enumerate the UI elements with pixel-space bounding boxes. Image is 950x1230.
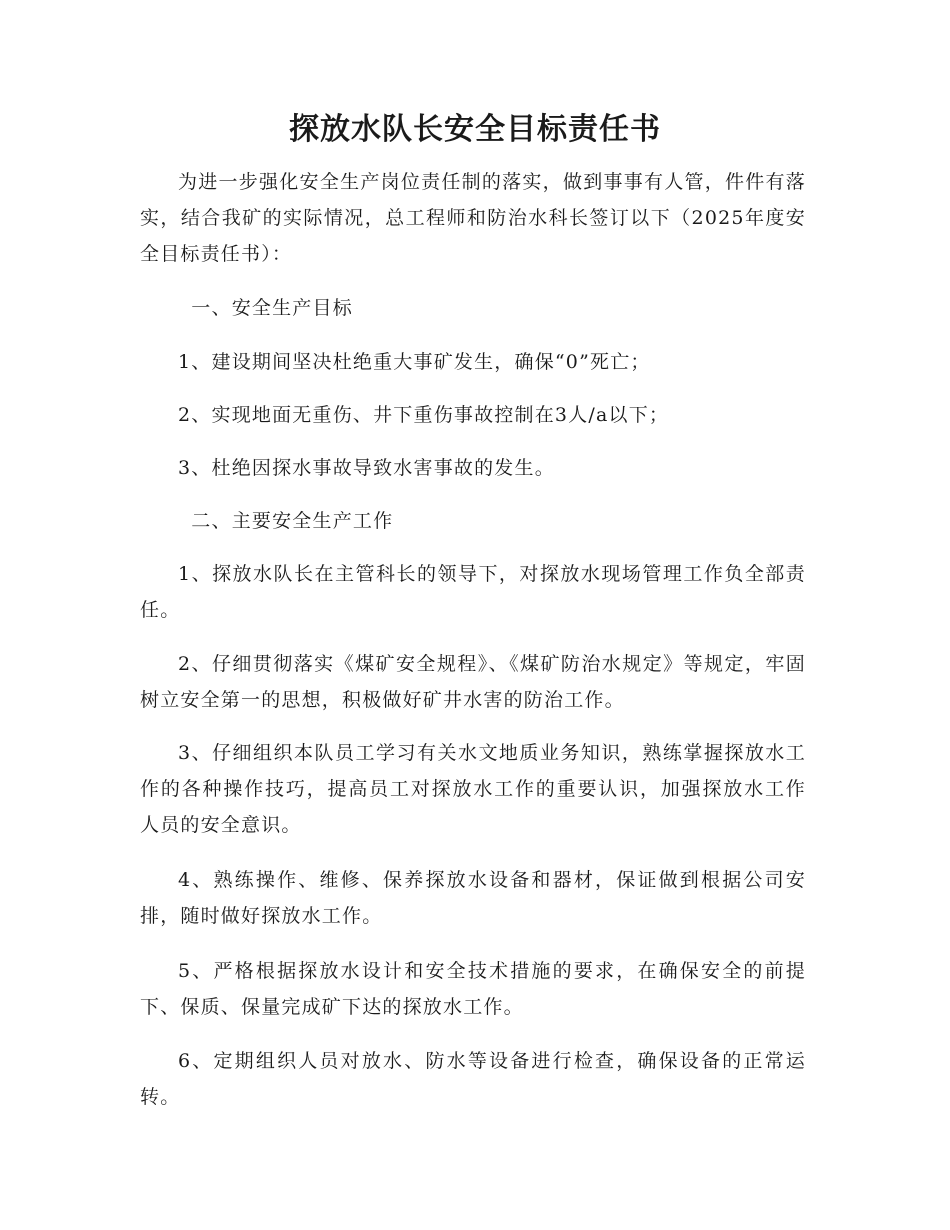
intro-paragraph: 为进一步强化安全生产岗位责任制的落实，做到事事有人管，件件有落实，结合我矿的实际情况，总工程师和防治水科长签订以下（2025年度安全目标责任书）：	[140, 171, 806, 265]
work-item: 2、仔细贯彻落实《煤矿安全规程》、《煤矿防治水规定》等规定，牢固树立安全第一的思想，积极做好矿井水害的防治工作。	[140, 653, 806, 711]
work-item: 4、熟练操作、维修、保养探放水设备和器材，保证做到根据公司安排，随时做好探放水工作。	[140, 869, 806, 927]
work-item: 3、仔细组织本队员工学习有关水文地质业务知识，熟练掌握探放水工作的各种操作技巧，提高员工对探放水工作的重要认识，加强探放水工作人员的安全意识。	[140, 742, 806, 836]
work-item: 5、严格根据探放水设计和安全技术措施的要求，在确保安全的前提下、保质、保量完成矿下达的探放水工作。	[140, 960, 806, 1018]
document-title: 探放水队长安全目标责任书	[289, 112, 661, 147]
section-heading-main-work: 二、主要安全生产工作	[191, 510, 394, 532]
goal-item: 3、杜绝因探水事故导致水害事故的发生。	[178, 457, 555, 479]
work-item: 6、定期组织人员对放水、防水等设备进行检查，确保设备的正常运转。	[140, 1050, 806, 1108]
goal-item: 2、实现地面无重伤、井下重伤事故控制在3人/a以下；	[178, 404, 670, 426]
work-item: 1、探放水队长在主管科长的领导下，对探放水现场管理工作负全部责任。	[140, 563, 806, 621]
section-heading-safety-goals: 一、安全生产目标	[191, 297, 353, 319]
goal-item: 1、建设期间坚决杜绝重大事矿发生，确保“0”死亡；	[178, 351, 651, 373]
